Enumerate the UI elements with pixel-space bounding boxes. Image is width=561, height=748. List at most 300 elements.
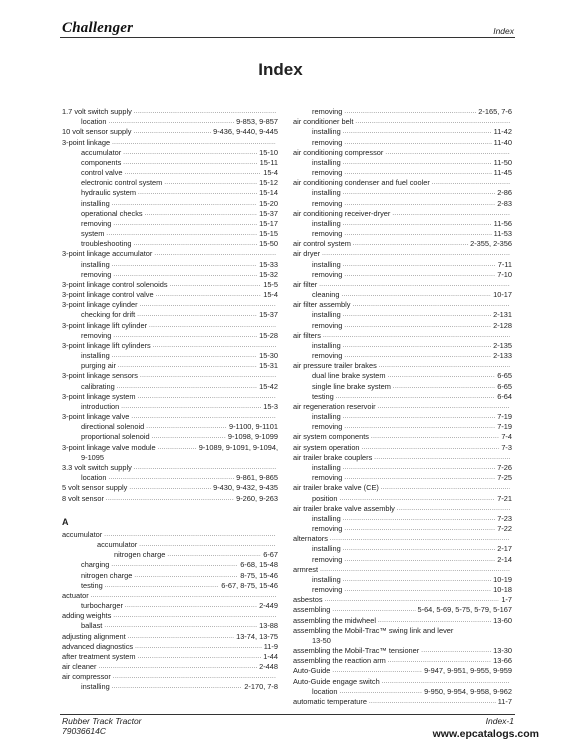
entry-pages: 2-17 bbox=[497, 544, 512, 554]
index-entry bbox=[293, 626, 512, 636]
entry-pages: 15-14 bbox=[259, 188, 278, 198]
entry-pages: 9-950, 9-954, 9-958, 9-962 bbox=[424, 686, 512, 696]
entry-pages: 2-14 bbox=[497, 554, 512, 564]
index-entry bbox=[293, 494, 512, 504]
entry-term: advanced diagnostics bbox=[62, 641, 134, 651]
index-entry bbox=[62, 321, 278, 331]
dot-leader bbox=[121, 402, 261, 412]
dot-leader bbox=[108, 473, 234, 483]
entry-term: air system operation bbox=[293, 442, 360, 452]
dot-leader bbox=[170, 280, 262, 290]
index-entry bbox=[293, 443, 512, 453]
entry-pages: 9-436, 9-440, 9-445 bbox=[213, 127, 278, 137]
dot-leader bbox=[343, 188, 495, 198]
dot-leader bbox=[113, 611, 276, 621]
dot-leader bbox=[344, 168, 491, 178]
entry-term: air conditioning condenser and fuel cooler bbox=[293, 178, 430, 188]
entry-term: turbocharger bbox=[81, 601, 123, 611]
dot-leader bbox=[393, 382, 495, 392]
entry-term: hydraulic system bbox=[81, 188, 137, 198]
index-entry bbox=[62, 351, 278, 361]
entry-pages: 2-86 bbox=[497, 188, 512, 198]
entry-pages: 13-30 bbox=[493, 646, 512, 656]
entry-pages: 9-1098, 9-1099 bbox=[227, 432, 278, 442]
index-entry bbox=[62, 209, 278, 219]
entry-term: 3-point linkage bbox=[62, 137, 111, 147]
entry-term: air trailer brake valve (CE) bbox=[293, 483, 379, 493]
dot-leader bbox=[128, 632, 234, 642]
entry-term: Auto-Guide bbox=[293, 666, 331, 676]
index-entry bbox=[62, 158, 278, 168]
header-section-label: Index bbox=[493, 26, 514, 36]
dot-leader bbox=[344, 199, 495, 209]
entry-pages: 11-50 bbox=[493, 157, 512, 167]
entry-term: testing bbox=[81, 580, 103, 590]
dot-leader bbox=[432, 178, 510, 188]
index-entry bbox=[62, 260, 278, 270]
dot-leader bbox=[344, 321, 491, 331]
entry-term: air control system bbox=[293, 239, 351, 249]
dot-leader bbox=[397, 504, 510, 514]
entry-pages: 9-853, 9-857 bbox=[236, 117, 278, 127]
dot-leader bbox=[344, 229, 491, 239]
entry-pages: 15-3 bbox=[263, 401, 278, 411]
dot-leader bbox=[153, 341, 276, 351]
index-entry bbox=[62, 402, 278, 412]
entry-term: purging air bbox=[81, 361, 116, 371]
entry-pages: 7-4 bbox=[501, 432, 512, 442]
entry-term: removing bbox=[81, 269, 112, 279]
entry-pages: 15-17 bbox=[259, 218, 278, 228]
index-entry bbox=[293, 382, 512, 392]
entry-pages: 2-133 bbox=[493, 351, 512, 361]
index-entry bbox=[62, 331, 278, 341]
index-entry bbox=[293, 534, 512, 544]
index-entry bbox=[293, 565, 512, 575]
entry-term: operational checks bbox=[81, 208, 143, 218]
dot-leader bbox=[146, 422, 227, 432]
index-entry bbox=[62, 453, 278, 463]
entry-pages: 9-260, 9-263 bbox=[236, 493, 278, 503]
entry-pages: 15-31 bbox=[259, 361, 278, 371]
dot-leader bbox=[332, 666, 422, 676]
index-entry bbox=[62, 591, 278, 601]
entry-term: 3-point linkage accumulator bbox=[62, 249, 153, 259]
entry-pages: 2-135 bbox=[493, 340, 512, 350]
dot-leader bbox=[134, 571, 238, 581]
entry-pages: 15-42 bbox=[259, 381, 278, 391]
dot-leader bbox=[113, 219, 257, 229]
entry-pages: 15-37 bbox=[259, 310, 278, 320]
index-entry bbox=[293, 361, 512, 371]
dot-leader bbox=[112, 260, 257, 270]
dot-leader bbox=[381, 483, 510, 493]
index-entry bbox=[293, 249, 512, 259]
entry-term: 3-point linkage valve bbox=[62, 412, 130, 422]
dot-leader bbox=[111, 560, 238, 570]
entry-pages: 7-25 bbox=[497, 473, 512, 483]
entry-term: air filter bbox=[293, 279, 318, 289]
entry-term: 3-point linkage lift cylinder bbox=[62, 320, 148, 330]
dot-leader bbox=[140, 300, 276, 310]
dot-leader bbox=[112, 199, 257, 209]
dot-leader bbox=[91, 591, 276, 601]
entry-term: installing bbox=[312, 574, 341, 584]
dot-leader bbox=[343, 127, 492, 137]
entry-term: 3-point linkage cylinder bbox=[62, 300, 138, 310]
entry-term: installing bbox=[312, 463, 341, 472]
index-entry bbox=[62, 652, 278, 662]
entry-term: directional solenoid bbox=[81, 422, 145, 432]
index-entry bbox=[293, 219, 512, 229]
index-entry bbox=[62, 300, 278, 310]
index-entry bbox=[62, 412, 278, 422]
dot-leader bbox=[118, 361, 257, 371]
index-entry bbox=[293, 321, 512, 331]
index-entry bbox=[62, 642, 278, 652]
dot-leader bbox=[134, 107, 276, 117]
entry-term: asbestos bbox=[293, 595, 323, 605]
index-entry bbox=[293, 646, 512, 656]
footer-divider bbox=[60, 714, 515, 715]
entry-term: installing bbox=[312, 340, 341, 350]
dot-leader bbox=[112, 351, 257, 361]
entry-term: removing bbox=[81, 330, 112, 340]
index-entry bbox=[293, 188, 512, 198]
index-left-column bbox=[62, 107, 278, 693]
index-entry bbox=[293, 280, 512, 290]
entry-pages: 7-11 bbox=[497, 259, 512, 269]
dot-leader bbox=[105, 581, 220, 591]
entry-pages: 15-33 bbox=[259, 259, 278, 269]
entry-term: 13-50 bbox=[312, 635, 331, 645]
dot-leader bbox=[344, 585, 491, 595]
dot-leader bbox=[112, 682, 243, 692]
entry-term: installing bbox=[312, 157, 341, 167]
entry-pages: 2-170, 7-8 bbox=[244, 682, 278, 692]
dot-leader bbox=[392, 209, 510, 219]
index-entry bbox=[62, 443, 278, 453]
entry-pages: 5-64, 5-69, 5-75, 5-79, 5-167 bbox=[417, 605, 512, 615]
entry-pages: 9-861, 9-865 bbox=[236, 473, 278, 483]
index-entry bbox=[293, 422, 512, 432]
entry-term: troubleshooting bbox=[81, 239, 132, 249]
entry-term: 3-point linkage sensors bbox=[62, 371, 139, 381]
index-entry bbox=[293, 117, 512, 127]
dot-leader bbox=[344, 351, 491, 361]
entry-term: removing bbox=[312, 524, 343, 534]
dot-leader bbox=[158, 443, 197, 453]
index-entry bbox=[62, 178, 278, 188]
entry-term: air conditioner belt bbox=[293, 117, 354, 127]
entry-term: removing bbox=[312, 351, 343, 361]
index-entry bbox=[62, 229, 278, 239]
dot-leader bbox=[125, 601, 257, 611]
entry-term: 3-point linkage valve module bbox=[62, 442, 156, 452]
index-entry bbox=[62, 560, 278, 570]
dot-leader bbox=[388, 656, 491, 666]
entry-pages: 8-75, 15-46 bbox=[240, 570, 278, 580]
entry-pages: 7-19 bbox=[497, 422, 512, 432]
entry-pages: 11-42 bbox=[493, 127, 512, 137]
dot-leader bbox=[343, 514, 495, 524]
index-entry bbox=[62, 341, 278, 351]
entry-term: air system components bbox=[293, 432, 369, 442]
entry-pages: 15-10 bbox=[259, 147, 278, 157]
dot-leader bbox=[362, 443, 500, 453]
dot-leader bbox=[167, 550, 261, 560]
dot-leader bbox=[106, 494, 234, 504]
entry-pages: 15-30 bbox=[259, 351, 278, 361]
entry-term: charging bbox=[81, 560, 110, 570]
index-entry bbox=[62, 168, 278, 178]
dot-leader bbox=[388, 371, 496, 381]
dot-leader bbox=[343, 575, 491, 585]
index-entry bbox=[62, 270, 278, 280]
entry-term: removing bbox=[312, 168, 343, 178]
entry-pages: 6-64 bbox=[497, 391, 512, 401]
entry-term: installing bbox=[312, 259, 341, 269]
index-entry bbox=[293, 229, 512, 239]
index-entry bbox=[293, 392, 512, 402]
dot-leader bbox=[344, 422, 495, 432]
entry-term: system bbox=[81, 229, 105, 239]
index-entry bbox=[62, 310, 278, 320]
dot-leader bbox=[343, 219, 492, 229]
entry-term: nitrogen charge bbox=[81, 570, 133, 580]
index-entry bbox=[62, 672, 278, 682]
dot-leader bbox=[343, 412, 495, 422]
entry-pages: 7-19 bbox=[497, 412, 512, 422]
index-entry bbox=[293, 310, 512, 320]
entry-pages: 2-131 bbox=[493, 310, 512, 320]
index-entry bbox=[293, 463, 512, 473]
entry-term: accumulator bbox=[62, 529, 103, 539]
entry-pages: 7-10 bbox=[497, 269, 512, 279]
dot-leader bbox=[113, 672, 276, 682]
entry-term: removing bbox=[81, 218, 112, 228]
entry-term: introduction bbox=[81, 401, 120, 411]
dot-leader bbox=[139, 540, 276, 550]
dot-leader bbox=[104, 530, 276, 540]
index-entry bbox=[293, 544, 512, 554]
dot-leader bbox=[319, 280, 510, 290]
footer-document-info bbox=[62, 716, 142, 736]
dot-leader bbox=[129, 483, 211, 493]
entry-term: air trailer brake couplers bbox=[293, 452, 373, 462]
dot-leader bbox=[138, 188, 257, 198]
index-entry bbox=[62, 611, 278, 621]
dot-leader bbox=[336, 392, 495, 402]
entry-pages: 11-56 bbox=[493, 218, 512, 228]
entry-pages: 15-15 bbox=[259, 229, 278, 239]
index-entry bbox=[293, 636, 512, 646]
dot-leader bbox=[344, 555, 495, 565]
dot-leader bbox=[320, 565, 510, 575]
dot-leader bbox=[378, 616, 491, 626]
entry-pages: 15-5 bbox=[263, 279, 278, 289]
index-entry bbox=[293, 514, 512, 524]
index-entry bbox=[62, 148, 278, 158]
entry-pages: 15-4 bbox=[263, 290, 278, 300]
dot-leader bbox=[371, 432, 499, 442]
entry-term: air conditioning receiver-dryer bbox=[293, 208, 391, 218]
entry-pages: 1-44 bbox=[263, 651, 278, 661]
index-entry bbox=[293, 168, 512, 178]
entry-pages: 2-449 bbox=[259, 601, 278, 611]
entry-term: checking for drift bbox=[81, 310, 136, 320]
entry-term: removing bbox=[312, 106, 343, 116]
index-entry bbox=[62, 138, 278, 148]
dot-leader bbox=[353, 300, 511, 310]
index-entry bbox=[62, 540, 278, 550]
entry-pages: 15-20 bbox=[259, 198, 278, 208]
dot-leader bbox=[421, 646, 491, 656]
entry-term: air conditioning compressor bbox=[293, 147, 384, 157]
dot-leader bbox=[125, 168, 262, 178]
dot-leader bbox=[131, 412, 276, 422]
index-entry bbox=[62, 581, 278, 591]
dot-leader bbox=[137, 310, 257, 320]
index-entry bbox=[293, 331, 512, 341]
index-entry bbox=[62, 682, 278, 692]
entry-pages: 11-45 bbox=[493, 168, 512, 178]
index-entry bbox=[293, 666, 512, 676]
footer-title: Rubber Track Tractor bbox=[62, 716, 142, 726]
entry-term: 3.3 volt switch supply bbox=[62, 463, 132, 472]
page-title: Index bbox=[258, 60, 303, 79]
entry-term: adding weights bbox=[62, 611, 112, 621]
entry-pages: 6-67, 8-75, 15-46 bbox=[221, 580, 278, 590]
entry-term: accumulator bbox=[81, 147, 122, 157]
dot-leader bbox=[123, 148, 257, 158]
entry-pages: 9-1089, 9-1091, 9-1094, bbox=[198, 442, 278, 452]
entry-pages: 15-4 bbox=[263, 168, 278, 178]
entry-pages: 11-53 bbox=[493, 229, 512, 239]
entry-pages: 2-448 bbox=[259, 662, 278, 672]
entry-pages: 9-1100, 9-1101 bbox=[228, 422, 278, 432]
entry-term: cleaning bbox=[312, 290, 340, 300]
index-entry bbox=[293, 239, 512, 249]
entry-term: 5 volt sensor supply bbox=[62, 483, 128, 493]
entry-term: position bbox=[312, 493, 338, 503]
dot-leader bbox=[382, 677, 510, 687]
index-right-column bbox=[293, 107, 512, 707]
dot-leader bbox=[156, 290, 262, 300]
entry-term: removing bbox=[312, 585, 343, 595]
entry-pages: 9-430, 9-432, 9-435 bbox=[213, 483, 278, 493]
dot-leader bbox=[343, 341, 491, 351]
dot-leader bbox=[138, 652, 262, 662]
index-entry bbox=[293, 605, 512, 615]
index-entry bbox=[293, 300, 512, 310]
entry-term: testing bbox=[312, 391, 334, 401]
index-entry bbox=[293, 504, 512, 514]
entry-pages: 6-65 bbox=[497, 371, 512, 381]
dot-leader bbox=[342, 290, 492, 300]
entry-pages: 1-7 bbox=[501, 595, 512, 605]
entry-term: dual line brake system bbox=[312, 371, 386, 381]
dot-leader bbox=[135, 642, 262, 652]
dot-leader bbox=[344, 270, 495, 280]
entry-term: location bbox=[81, 117, 107, 127]
entry-pages: 7-22 bbox=[497, 524, 512, 534]
entry-term: assembling bbox=[293, 605, 331, 615]
index-entry bbox=[62, 280, 278, 290]
entry-pages: 2-355, 2-356 bbox=[470, 239, 512, 249]
index-entry bbox=[62, 571, 278, 581]
index-entry bbox=[62, 107, 278, 117]
entry-pages: 15-11 bbox=[259, 157, 278, 167]
entry-term: removing bbox=[312, 320, 343, 330]
index-entry bbox=[62, 188, 278, 198]
index-entry bbox=[293, 209, 512, 219]
dot-leader bbox=[344, 524, 495, 534]
entry-term: 8 volt sensor bbox=[62, 493, 104, 503]
dot-leader bbox=[332, 605, 415, 615]
watermark: www.epcatalogs.com bbox=[432, 728, 539, 740]
entry-pages: 15-50 bbox=[259, 239, 278, 249]
index-entry bbox=[62, 621, 278, 631]
dot-leader bbox=[343, 544, 495, 554]
entry-term: installing bbox=[312, 544, 341, 554]
index-entry bbox=[293, 524, 512, 534]
index-entry bbox=[62, 601, 278, 611]
entry-term: installing bbox=[312, 412, 341, 422]
dot-leader bbox=[344, 107, 476, 117]
entry-term: installing bbox=[312, 218, 341, 228]
index-entry bbox=[62, 361, 278, 371]
entry-term: installing bbox=[312, 310, 341, 320]
dot-leader bbox=[374, 453, 510, 463]
entry-term: air regeneration reservoir bbox=[293, 401, 376, 411]
index-entry bbox=[62, 290, 278, 300]
index-entry bbox=[62, 463, 278, 473]
dot-leader bbox=[152, 432, 226, 442]
entry-term: nitrogen charge bbox=[114, 550, 166, 560]
entry-term: air pressure trailer brakes bbox=[293, 361, 377, 371]
index-entry bbox=[293, 687, 512, 697]
entry-pages: 11-7 bbox=[497, 696, 512, 706]
index-entry bbox=[62, 433, 278, 443]
index-entry bbox=[62, 382, 278, 392]
index-entry bbox=[293, 148, 512, 158]
index-entry bbox=[62, 632, 278, 642]
dot-leader bbox=[113, 270, 257, 280]
dot-leader bbox=[385, 148, 510, 158]
entry-term: installing bbox=[312, 188, 341, 198]
entry-term: 10 volt sensor supply bbox=[62, 127, 132, 137]
dot-leader bbox=[113, 331, 257, 341]
footer-page-number: Index-1 bbox=[485, 716, 514, 726]
index-entry bbox=[293, 290, 512, 300]
index-entry bbox=[293, 483, 512, 493]
entry-pages: 7-3 bbox=[501, 442, 512, 452]
dot-leader bbox=[378, 402, 510, 412]
entry-term: removing bbox=[312, 269, 343, 279]
entry-pages: 6-68, 15-48 bbox=[240, 560, 278, 570]
entry-pages: 10-17 bbox=[493, 290, 512, 300]
entry-term: 3-point linkage control solenoids bbox=[62, 279, 168, 289]
entry-pages: 15-12 bbox=[259, 178, 278, 188]
entry-term: control valve bbox=[81, 168, 123, 178]
challenger-logo: Challenger bbox=[62, 20, 134, 36]
index-entry bbox=[62, 117, 278, 127]
entry-pages: 10-19 bbox=[493, 574, 512, 584]
dot-leader bbox=[355, 117, 510, 127]
entry-pages: 7-26 bbox=[497, 463, 512, 472]
entry-pages: 2-165, 7-6 bbox=[478, 106, 512, 116]
